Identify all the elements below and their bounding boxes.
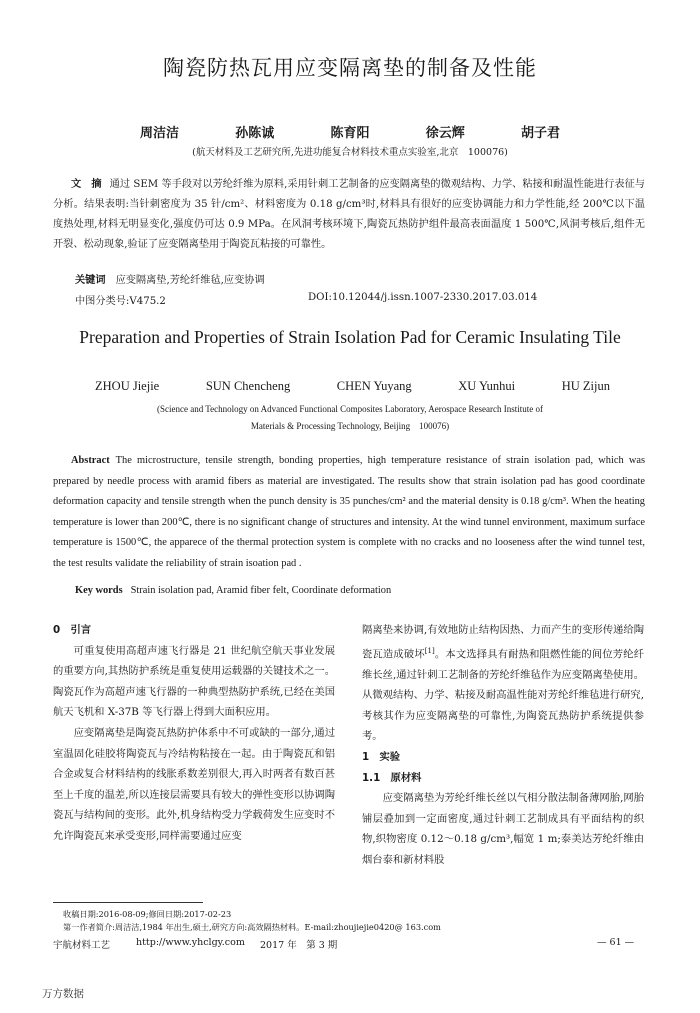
abstract-text-cn: 通过 SEM 等手段对以芳纶纤维为原料,采用针刺工艺制备的应变隔离垫的微观结构、力学、粘接和耐温性能进行表征与分析。结果表明:当针刺密度为 35 针/cm²、材料密度为 0.18 g/cm³时,材料具有很好的应变协调能力和力学性能,经 200℃以下温度热处理,材料无明显变化,强度仍可达 0.9 MPa。在风洞考核环境下,陶瓷瓦热防护组件最高表面温度 1 500℃,风洞考核后,组件无开裂、松动现象,验证了应变隔离垫用于陶瓷瓦粘接的可靠性。 xyxy=(53,179,645,250)
paper-title-cn: 陶瓷防热瓦用应变隔离垫的制备及性能 xyxy=(163,56,537,80)
author-name-en: ZHOU Jiejie xyxy=(95,379,160,393)
abstract-text-en: The microstructure, tensile strength, bonding properties, high temperature resistance of strain isolation pad, which was prepared by needle process with aramid fibers as material are investigated. The results show that strain isolation pad has good coordinate deformation capacity and tensile strength when the punch density is 35 punches/cm² and the material density is 0.18 g/cm³. When the heating temperature is lower than 200℃, there is no significant change of structures and intensity. At the wind tunnel environment, maximum surface temperature is 1500℃, the apparece of the thermal protection system is complete with no cracks and no looseness after the wind tunnel test, the test results validate the reliability of strain isoation pad . xyxy=(53,455,645,569)
footer-url[interactable]: http://www.yhclgy.com xyxy=(136,937,245,948)
affiliation-en-line: (Science and Technology on Advanced Functional Composites Laboratory, Aerospace Research Institute of xyxy=(156,404,543,414)
author-list-en xyxy=(95,379,610,394)
abstract-en xyxy=(53,451,645,574)
body-paragraph: 应变隔离垫是陶瓷瓦热防护体系中不可或缺的一部分,通过室温固化硅胶将陶瓷瓦与冷结构粘接在一起。由于陶瓷瓦和铝合金或复合材料结构的线胀系数差别很大,再入时两者有数百甚至上千度的温差,所以连接层需要具有较大的弹性变形以协调陶瓷瓦与结构间的变形。此外,机身结构受力学载荷发生应变时不允许陶瓷瓦来承受变形,同样需要通过应变 xyxy=(53,726,335,842)
footer-issue: 2017 年 第 3 期 xyxy=(260,940,338,951)
author-name: 周洁洁 xyxy=(140,126,180,141)
author-name: 徐云辉 xyxy=(425,126,465,141)
footnote-divider xyxy=(53,902,203,903)
subsection-heading: 1.1 原材料 xyxy=(362,771,422,784)
watermark: 万方数据 xyxy=(42,988,84,1000)
author-name-en: SUN Chencheng xyxy=(205,379,291,393)
author-name-en: CHEN Yuyang xyxy=(336,379,412,393)
keywords-cn xyxy=(75,271,265,286)
body-column-right xyxy=(362,620,644,871)
body-column-left xyxy=(53,620,335,847)
abstract-cn xyxy=(53,175,645,255)
author-name-en: XU Yunhui xyxy=(458,379,516,393)
doi: DOI:10.12044/j.issn.1007-2330.2017.03.014 xyxy=(308,292,538,303)
keywords-text-cn: 应变隔离垫,芳纶纤维毡,应变协调 xyxy=(115,275,265,286)
keywords-en xyxy=(75,585,391,596)
page-number: — 61 — xyxy=(597,937,635,948)
author-name: 陈育阳 xyxy=(330,126,370,141)
affiliation-en xyxy=(0,401,700,435)
affiliation-en-line: Materials & Processing Technology, Beijing 100076) xyxy=(250,421,450,431)
author-name: 胡子君 xyxy=(520,126,560,141)
footer-journal: 宇航材料工艺 xyxy=(53,940,111,951)
footnote-author: 第一作者简介:周洁洁,1984 年出生,硕士,研究方向:高效隔热材料。E-mail:zhoujiejie0420@ 163.com xyxy=(63,922,441,932)
keywords-label-cn: 关键词 xyxy=(75,275,106,286)
keywords-label-en: Key words xyxy=(75,585,123,596)
paper-title-en: Preparation and Properties of Strain Isolation Pad for Ceramic Insulating Tile xyxy=(79,327,621,347)
author-name: 孙陈诚 xyxy=(235,126,275,141)
footnote-dates: 收稿日期:2016-08-09;修回日期:2017-02-23 xyxy=(63,909,232,919)
author-name-en: HU Zijun xyxy=(561,379,610,393)
body-text: 隔离垫来协调,有效地防止结构因热、力而产生的变形传递给陶瓷瓦造成破坏 xyxy=(362,624,644,661)
keywords-text-en: Strain isolation pad, Aramid fiber felt, Coordinate deformation xyxy=(130,585,392,596)
body-paragraph xyxy=(362,620,644,747)
citation-ref[interactable]: [1] xyxy=(424,646,435,655)
abstract-label-cn: 文 摘 xyxy=(71,179,102,190)
classification-number: 中图分类号:V475.2 xyxy=(75,296,166,307)
section-heading: 0 引言 xyxy=(53,624,92,636)
affiliation-cn: (航天材料及工艺研究所,先进功能复合材料技术重点实验室,北京 100076) xyxy=(192,147,508,158)
body-paragraph: 应变隔离垫为芳纶纤维长丝以气相分散法制备薄网胎,网胎铺层叠加到一定面密度,通过针刺工艺制成具有平面结构的织物,织物密度 0.12～0.18 g/cm³,幅宽 1 m;泰美达芳纶纤维由烟台泰和新材料股 xyxy=(362,792,644,866)
abstract-label-en: Abstract xyxy=(71,455,110,466)
author-list-cn xyxy=(140,122,560,141)
body-paragraph: 可重复使用高超声速飞行器是 21 世纪航空航天事业发展的重要方向,其热防护系统是重复使用运载器的关键技术之一。陶瓷瓦作为高超声速飞行器的一种典型热防护系统,已经在美国航天飞机和 X-37B 等飞行器上得到大面积应用。 xyxy=(53,644,335,719)
body-text: 。本文选择具有耐热和阻燃性能的间位芳纶纤维长丝,通过针刺工艺制备的芳纶纤维毡作为应变隔离垫使用。从微观结构、力学、粘接及耐高温性能对芳纶纤维毡进行研究,考核其作为应变隔离垫的可靠性,为陶瓷瓦热防护系统提供参考。 xyxy=(362,648,645,743)
section-heading: 1 实验 xyxy=(362,750,401,763)
